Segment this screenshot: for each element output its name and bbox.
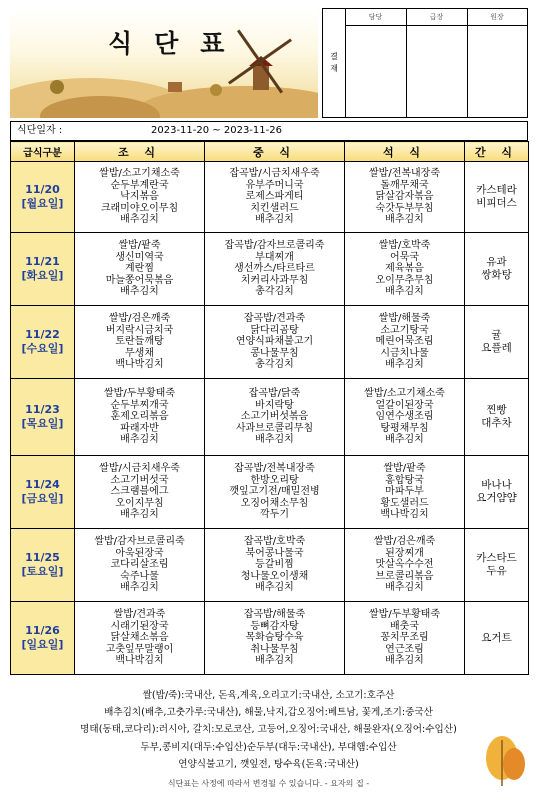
day-cell: [11, 456, 75, 529]
menu-item: 총각김치: [255, 359, 294, 371]
dinner-cell: [345, 602, 465, 675]
dinner-cell: [345, 162, 465, 233]
menu-item: 유부주머니국: [245, 179, 304, 191]
menu-item: 배추김치: [255, 655, 294, 667]
snack-cell: [465, 306, 529, 379]
menu-item: 깍두기: [260, 509, 289, 521]
menu-item: 잡곡밥/견과죽: [243, 313, 306, 325]
menu-item: 얼갈이된장국: [375, 399, 434, 411]
lunch-cell: [205, 379, 345, 456]
menu-item: 백나박김치: [380, 509, 429, 521]
menu-item: 배춧국: [390, 620, 419, 632]
approval-label: 결 재: [323, 9, 346, 117]
breakfast-cell: [75, 162, 205, 233]
day-date: 11/23: [25, 403, 60, 416]
menu-item: 배추김치: [120, 286, 159, 298]
menu-item: 잡곡밥/호박죽: [243, 536, 306, 548]
lunch-cell: [205, 233, 345, 306]
menu-item: 배추김치: [385, 359, 424, 371]
day-weekday: [일요일]: [21, 638, 64, 651]
menu-item: 귤: [491, 329, 502, 341]
column-header: 중 식: [205, 142, 345, 162]
menu-item: 대추차: [481, 417, 512, 429]
snack-cell: [465, 456, 529, 529]
origin-note: 쌀(밥/죽):국내산, 돈육,계육,오리고기:국내산, 소고기:호주산: [142, 690, 395, 701]
breakfast-cell: [75, 602, 205, 675]
menu-item: 배추김치: [385, 434, 424, 446]
menu-item: 잡곡밥/전복내장죽: [234, 463, 315, 475]
snack-cell: [465, 233, 529, 306]
dinner-cell: [345, 529, 465, 602]
menu-item: 쌀밥/전복내장죽: [369, 168, 440, 180]
menu-item: 카스테라: [476, 184, 517, 196]
snack-cell: [465, 602, 529, 675]
menu-row: [11, 162, 529, 233]
snack-cell: [465, 529, 529, 602]
snack-cell: [465, 379, 529, 456]
approval-box: [322, 8, 528, 118]
menu-item: 된장찌개: [385, 547, 424, 559]
menu-item: 쌀밥/견과죽: [113, 609, 166, 621]
menu-item: 어묵국: [390, 251, 419, 263]
menu-item: 숙주나물: [120, 570, 159, 582]
day-date: 11/25: [25, 551, 60, 564]
menu-item: 목화슴탕수육: [245, 632, 304, 644]
menu-item: 쌀밥/시금치새우죽: [99, 463, 180, 475]
menu-item: 배추김치: [385, 286, 424, 298]
menu-item: 사과브로콜리무침: [235, 422, 314, 434]
lunch-cell: [205, 162, 345, 233]
origin-note: 연양식불고기, 깻잎전, 탕수육(돈육:국내산): [178, 758, 359, 770]
lunch-cell: [205, 529, 345, 602]
menu-item: 요거트: [481, 631, 512, 644]
column-header: 석 식: [345, 142, 465, 162]
menu-item: 잡곡밥/닭죽: [248, 388, 301, 400]
menu-item: 임연수생조림: [375, 411, 434, 423]
day-date: 11/24: [25, 478, 60, 491]
house-decoration: [168, 82, 182, 92]
menu-item: 쌀밥/소고기채소죽: [99, 168, 180, 180]
approval-column: [406, 9, 468, 117]
day-date: 11/22: [25, 328, 60, 341]
menu-item: 등갈비찜: [255, 559, 294, 571]
menu-item: 북어콩나물국: [245, 547, 304, 559]
menu-row: [11, 529, 529, 602]
menu-item: 돌깨무채국: [380, 179, 429, 191]
approval-column: [467, 9, 527, 117]
menu-item: 스크램블에그: [110, 486, 169, 498]
footnote: 식단표는 사정에 따라서 변경될 수 있습니다. - 요자의 집 -: [167, 779, 370, 788]
menu-item: 메린어묵조림: [375, 336, 434, 348]
menu-item: 숙갓두부무침: [375, 202, 434, 214]
menu-item: 시래기된장국: [110, 620, 169, 632]
menu-item: 파래자반: [120, 422, 159, 434]
menu-item: 비피더스: [476, 197, 517, 209]
menu-item: 쌀밥/팥죽: [118, 240, 161, 252]
tree-decoration: [210, 84, 222, 96]
menu-item: 로제스파게티: [245, 191, 304, 203]
menu-item: 닭살감자볶음: [375, 191, 434, 203]
origin-note: 명태(동태,코다리):러시아, 갈치:모로코산, 고등어,오징어:국내산, 해물완자(오징어:수입산): [80, 724, 457, 736]
menu-item: 쌀밥/검은깨죽: [373, 536, 436, 548]
column-header: 간 식: [465, 142, 529, 162]
breakfast-cell: [75, 456, 205, 529]
menu-item: 쌍화탕: [481, 269, 512, 281]
day-weekday: [목요일]: [21, 417, 64, 430]
menu-item: 한방오리탕: [250, 474, 299, 486]
menu-item: 배추김치: [385, 214, 424, 226]
lunch-cell: [205, 602, 345, 675]
menu-item: 백나박김치: [115, 655, 164, 667]
title-banner: [10, 8, 318, 118]
menu-item: 소고기버섯볶음: [240, 411, 309, 423]
day-date: 11/20: [25, 183, 60, 196]
windmill-blade: [259, 38, 292, 62]
dinner-cell: [345, 456, 465, 529]
day-weekday: [금요일]: [21, 492, 64, 505]
column-header: 조 식: [75, 142, 205, 162]
header: [10, 8, 528, 118]
origin-note: 두부,콩비지(대두:수입산)순두부(대두:국내산), 부대햄:수입산: [140, 741, 397, 753]
approver-label: 원장: [467, 9, 527, 26]
day-cell: [11, 162, 75, 233]
menu-item: 쌀밥/두부황태죽: [369, 609, 440, 621]
menu-item: 쌀밥/감자브로콜리죽: [94, 536, 185, 548]
breakfast-cell: [75, 233, 205, 306]
menu-item: 백나박김치: [115, 359, 164, 371]
menu-item: 고춧잎무말랭이: [105, 643, 174, 655]
approver-label: 담당: [345, 9, 406, 26]
menu-item: 잡곡밥/해물죽: [243, 609, 306, 621]
menu-item: 콩나물무침: [250, 347, 299, 359]
menu-row: [11, 456, 529, 529]
menu-item: 꽁치무조림: [380, 632, 429, 644]
menu-item: 제육볶음: [385, 263, 424, 275]
lunch-cell: [205, 456, 345, 529]
menu-item: 쌀밥/팥죽: [383, 463, 426, 475]
menu-item: 요거얌얌: [476, 492, 517, 504]
day-weekday: [화요일]: [21, 269, 64, 282]
menu-item: 아욱된장국: [115, 547, 164, 559]
menu-item: 배추김치: [255, 434, 294, 446]
column-header: 급식구분: [11, 142, 75, 162]
menu-item: 치킨샐러드: [250, 202, 299, 214]
menu-item: 시금치나물: [380, 347, 429, 359]
menu-item: 소고기버섯국: [110, 474, 169, 486]
menu-item: 쌀밥/해물죽: [378, 313, 431, 325]
menu-item: 치커리사과무침: [240, 274, 309, 286]
menu-row: [11, 306, 529, 379]
menu-item: 배추김치: [120, 509, 159, 521]
menu-item: 무생채: [125, 347, 154, 359]
menu-item: 순두부계란국: [110, 179, 169, 191]
day-weekday: [수요일]: [21, 342, 64, 355]
breakfast-cell: [75, 379, 205, 456]
day-date: 11/21: [25, 255, 60, 268]
page-title: 식단표: [108, 29, 247, 58]
menu-item: 홍합탕국: [385, 474, 424, 486]
menu-item: 토란들깨탕: [115, 336, 164, 348]
dinner-cell: [345, 306, 465, 379]
menu-item: 코다리살조림: [110, 559, 169, 571]
header-row: [11, 142, 529, 162]
menu-item: 연근조림: [385, 643, 424, 655]
menu-item: 닭다리곰탕: [250, 324, 299, 336]
menu-item: 순두부찌개국: [110, 399, 169, 411]
menu-item: 두유: [486, 565, 507, 577]
menu-item: 취나물무침: [250, 643, 299, 655]
date-label: 식단일자 :: [17, 125, 63, 136]
menu-item: 유과: [486, 256, 507, 268]
menu-item: 크래미야오이무침: [100, 202, 179, 214]
menu-item: 닭살채소볶음: [110, 632, 169, 644]
menu-item: 마늘쫑어묵볶음: [105, 274, 174, 286]
menu-item: 깻잎고기전/매밀전병: [229, 486, 320, 498]
menu-item: 쌀밥/호박죽: [378, 240, 431, 252]
menu-item: 바나나: [481, 479, 512, 491]
menu-item: 배추김치: [120, 582, 159, 594]
menu-item: 잡곡밥/시금치새우죽: [229, 168, 320, 180]
breakfast-cell: [75, 306, 205, 379]
menu-item: 쌀밥/소고기채소죽: [364, 388, 445, 400]
day-cell: [11, 379, 75, 456]
menu-item: 맛살옥수수전: [375, 559, 434, 571]
menu-row: [11, 233, 529, 306]
snack-cell: [465, 162, 529, 233]
lunch-cell: [205, 306, 345, 379]
menu-row: [11, 602, 529, 675]
menu-item: 오이무추무침: [375, 274, 434, 286]
menu-item: 소고기탕국: [380, 324, 429, 336]
day-cell: [11, 233, 75, 306]
menu-item: 생선까스/타르타르: [234, 263, 315, 275]
menu-item: 배추김치: [255, 582, 294, 594]
day-cell: [11, 602, 75, 675]
menu-item: 총각김치: [255, 286, 294, 298]
menu-item: 연양식파채불고기: [235, 336, 314, 348]
origin-note: 배추김치(배추,고춧가루:국내산), 해물,낙지,갑오징어:베트남, 꽃게,조기:중국산: [104, 707, 433, 719]
day-date: 11/26: [25, 624, 60, 637]
menu-item: 브로콜리볶음: [375, 570, 434, 582]
menu-item: 쌀밥/검은깨죽: [108, 313, 171, 325]
day-weekday: [월요일]: [21, 197, 64, 210]
menu-item: 배추김치: [120, 434, 159, 446]
menu-item: 요플레: [481, 342, 512, 354]
menu-item: 찐빵: [486, 404, 507, 416]
menu-item: 카스타드: [476, 552, 517, 564]
tree-decoration: [50, 80, 64, 94]
day-cell: [11, 529, 75, 602]
menu-item: 쌀밥/두부황태죽: [104, 388, 175, 400]
day-weekday: [토요일]: [21, 565, 64, 578]
menu-item: 부대찌개: [255, 251, 294, 263]
menu-item: 오이지무침: [115, 497, 164, 509]
menu-row: [11, 379, 529, 456]
menu-table: [10, 141, 529, 675]
origin-notes: [0, 687, 537, 773]
menu-item: 생신미역국: [115, 251, 164, 263]
menu-item: 버지락시금치국: [105, 324, 174, 336]
menu-item: 낙지볶음: [120, 191, 159, 203]
menu-item: 황도샐러드: [380, 497, 429, 509]
date-range: 2023-11-20 ~ 2023-11-26: [151, 125, 282, 136]
menu-item: 탕평채무침: [380, 422, 429, 434]
menu-item: 계란찜: [125, 263, 154, 275]
dinner-cell: [345, 233, 465, 306]
approval-column: [345, 9, 407, 117]
menu-item: 바지락탕: [255, 399, 294, 411]
breakfast-cell: [75, 529, 205, 602]
approver-label: 급장: [406, 9, 467, 26]
menu-item: 배추김치: [255, 214, 294, 226]
dinner-cell: [345, 379, 465, 456]
day-cell: [11, 306, 75, 379]
menu-item: 훈제오리볶음: [110, 411, 169, 423]
date-row: [10, 121, 528, 141]
menu-item: 배추김치: [385, 582, 424, 594]
menu-item: 마파두부: [385, 486, 424, 498]
menu-item: 배추김치: [385, 655, 424, 667]
menu-item: 청나물오이생채: [240, 570, 309, 582]
menu-item: 잡곡밥/감자브로콜리죽: [224, 240, 325, 252]
menu-item: 배추김치: [120, 214, 159, 226]
menu-item: 오징어채소무침: [240, 497, 309, 509]
menu-item: 등뼈감자탕: [250, 620, 299, 632]
